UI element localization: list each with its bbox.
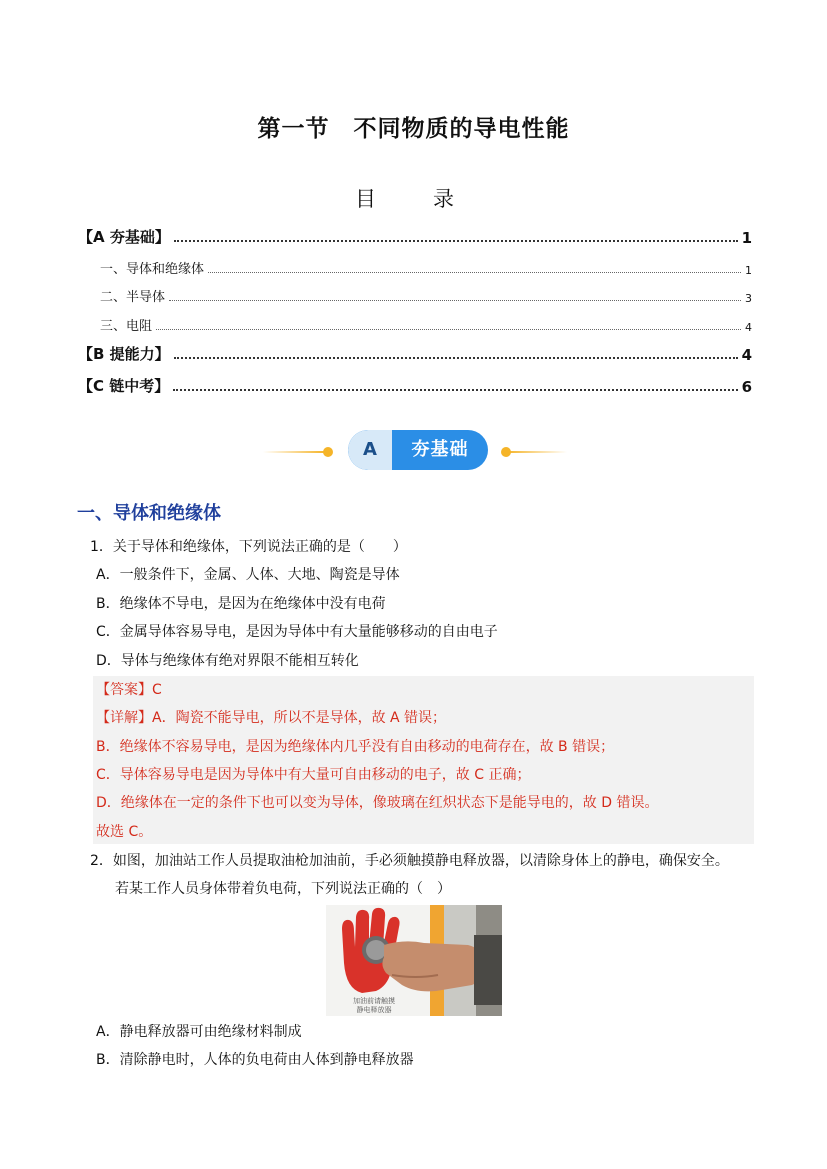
detail-line-b: B．绝缘体不容易导电，是因为绝缘体内几乎没有自由移动的电荷存在，故 B 错误； — [96, 739, 615, 755]
toc-entry-semiconductor[interactable] — [100, 286, 752, 305]
detail-line-a — [96, 707, 446, 727]
toc-page-number: 3 — [745, 292, 752, 305]
question-1-stem: 1．关于导体和绝缘体，下列说法正确的是（ ） — [90, 539, 407, 555]
toc-entry-label: 【C 链中考】 — [78, 377, 170, 395]
toc-entry-label: 【A 夯基础】 — [78, 228, 170, 246]
toc-page-number: 6 — [741, 378, 752, 396]
banner-dot-left — [323, 447, 333, 457]
answer-box — [93, 676, 754, 844]
toc-entry-label: 二、半导体 — [100, 290, 166, 305]
question-2-stem-line-1: 2．如图，加油站工作人员提取油枪加油前，手必须触摸静电释放器，以清除身体上的静电，确保安全。 — [90, 853, 729, 869]
question-1-option-d: D．导体与绝缘体有绝对界限不能相互转化 — [96, 653, 359, 669]
toc-leader — [174, 240, 738, 242]
question-2-option-b: B．清除静电时，人体的负电荷由人体到静电释放器 — [96, 1052, 414, 1068]
detail-label: 【详解】 — [96, 710, 152, 726]
gas-station-static-discharge-photo — [326, 905, 502, 1016]
toc-page-number: 1 — [741, 229, 752, 247]
question-2-option-a: A．静电释放器可由绝缘材料制成 — [96, 1024, 302, 1040]
photo-sign-text-2: 静电释放器 — [356, 1006, 392, 1014]
answer-label: 【答案】 — [96, 682, 152, 698]
toc-entry-a[interactable] — [78, 226, 752, 247]
question-1-option-a: A．一般条件下，金属、人体、大地、陶瓷是导体 — [96, 567, 400, 583]
toc-leader — [173, 389, 737, 391]
detail-line-c: C．导体容易导电是因为导体中有大量可自由移动的电子，故 C 正确； — [96, 767, 531, 783]
banner-letter: A — [348, 430, 392, 470]
toc-page-number: 4 — [741, 346, 752, 364]
question-2-stem-line-2: 若某工作人员身体带着负电荷，下列说法正确的（ ） — [115, 881, 451, 897]
toc-entry-b[interactable] — [78, 343, 752, 364]
banner-pill — [348, 430, 488, 470]
toc-leader — [156, 329, 741, 330]
toc-entry-label: 三、电阻 — [100, 319, 153, 334]
toc-page-number: 4 — [745, 321, 752, 334]
banner-line-right — [507, 451, 567, 453]
banner-text: 夯基础 — [411, 439, 469, 460]
toc-leader — [208, 272, 741, 273]
toc-heading: 目 录 — [355, 187, 472, 211]
answer-line — [96, 679, 162, 699]
question-1-option-b: B．绝缘体不导电，是因为在绝缘体中没有电荷 — [96, 596, 386, 612]
answer-value: C — [152, 682, 162, 698]
toc-entry-resistance[interactable] — [100, 315, 752, 334]
question-1-option-c: C．金属导体容易导电，是因为导体中有大量能够移动的自由电子 — [96, 624, 498, 640]
toc-entry-label: 【B 提能力】 — [78, 345, 170, 363]
toc-page-number: 1 — [745, 264, 752, 277]
toc-entry-label: 一、导体和绝缘体 — [100, 262, 205, 277]
detail-line-d: D．绝缘体在一定的条件下也可以变为导体，像玻璃在红炽状态下是能导电的，故 D 错误。 — [96, 795, 659, 811]
toc-entry-conductor[interactable] — [100, 258, 752, 277]
toc-leader — [169, 300, 741, 301]
toc-entry-c[interactable] — [78, 375, 752, 396]
detail-text: A．陶瓷不能导电，所以不是导体，故 A 错误； — [152, 710, 447, 726]
photo-sign-text-1: 加油前请触摸 — [353, 997, 395, 1005]
answer-conclusion: 故选 C。 — [96, 824, 153, 840]
page-title: 第一节 不同物质的导电性能 — [257, 116, 570, 142]
photo-illustration — [326, 905, 502, 1016]
toc-leader — [174, 357, 738, 359]
banner-line-left — [263, 451, 325, 453]
section-banner — [263, 430, 567, 472]
section-heading: 一、导体和绝缘体 — [77, 503, 221, 524]
